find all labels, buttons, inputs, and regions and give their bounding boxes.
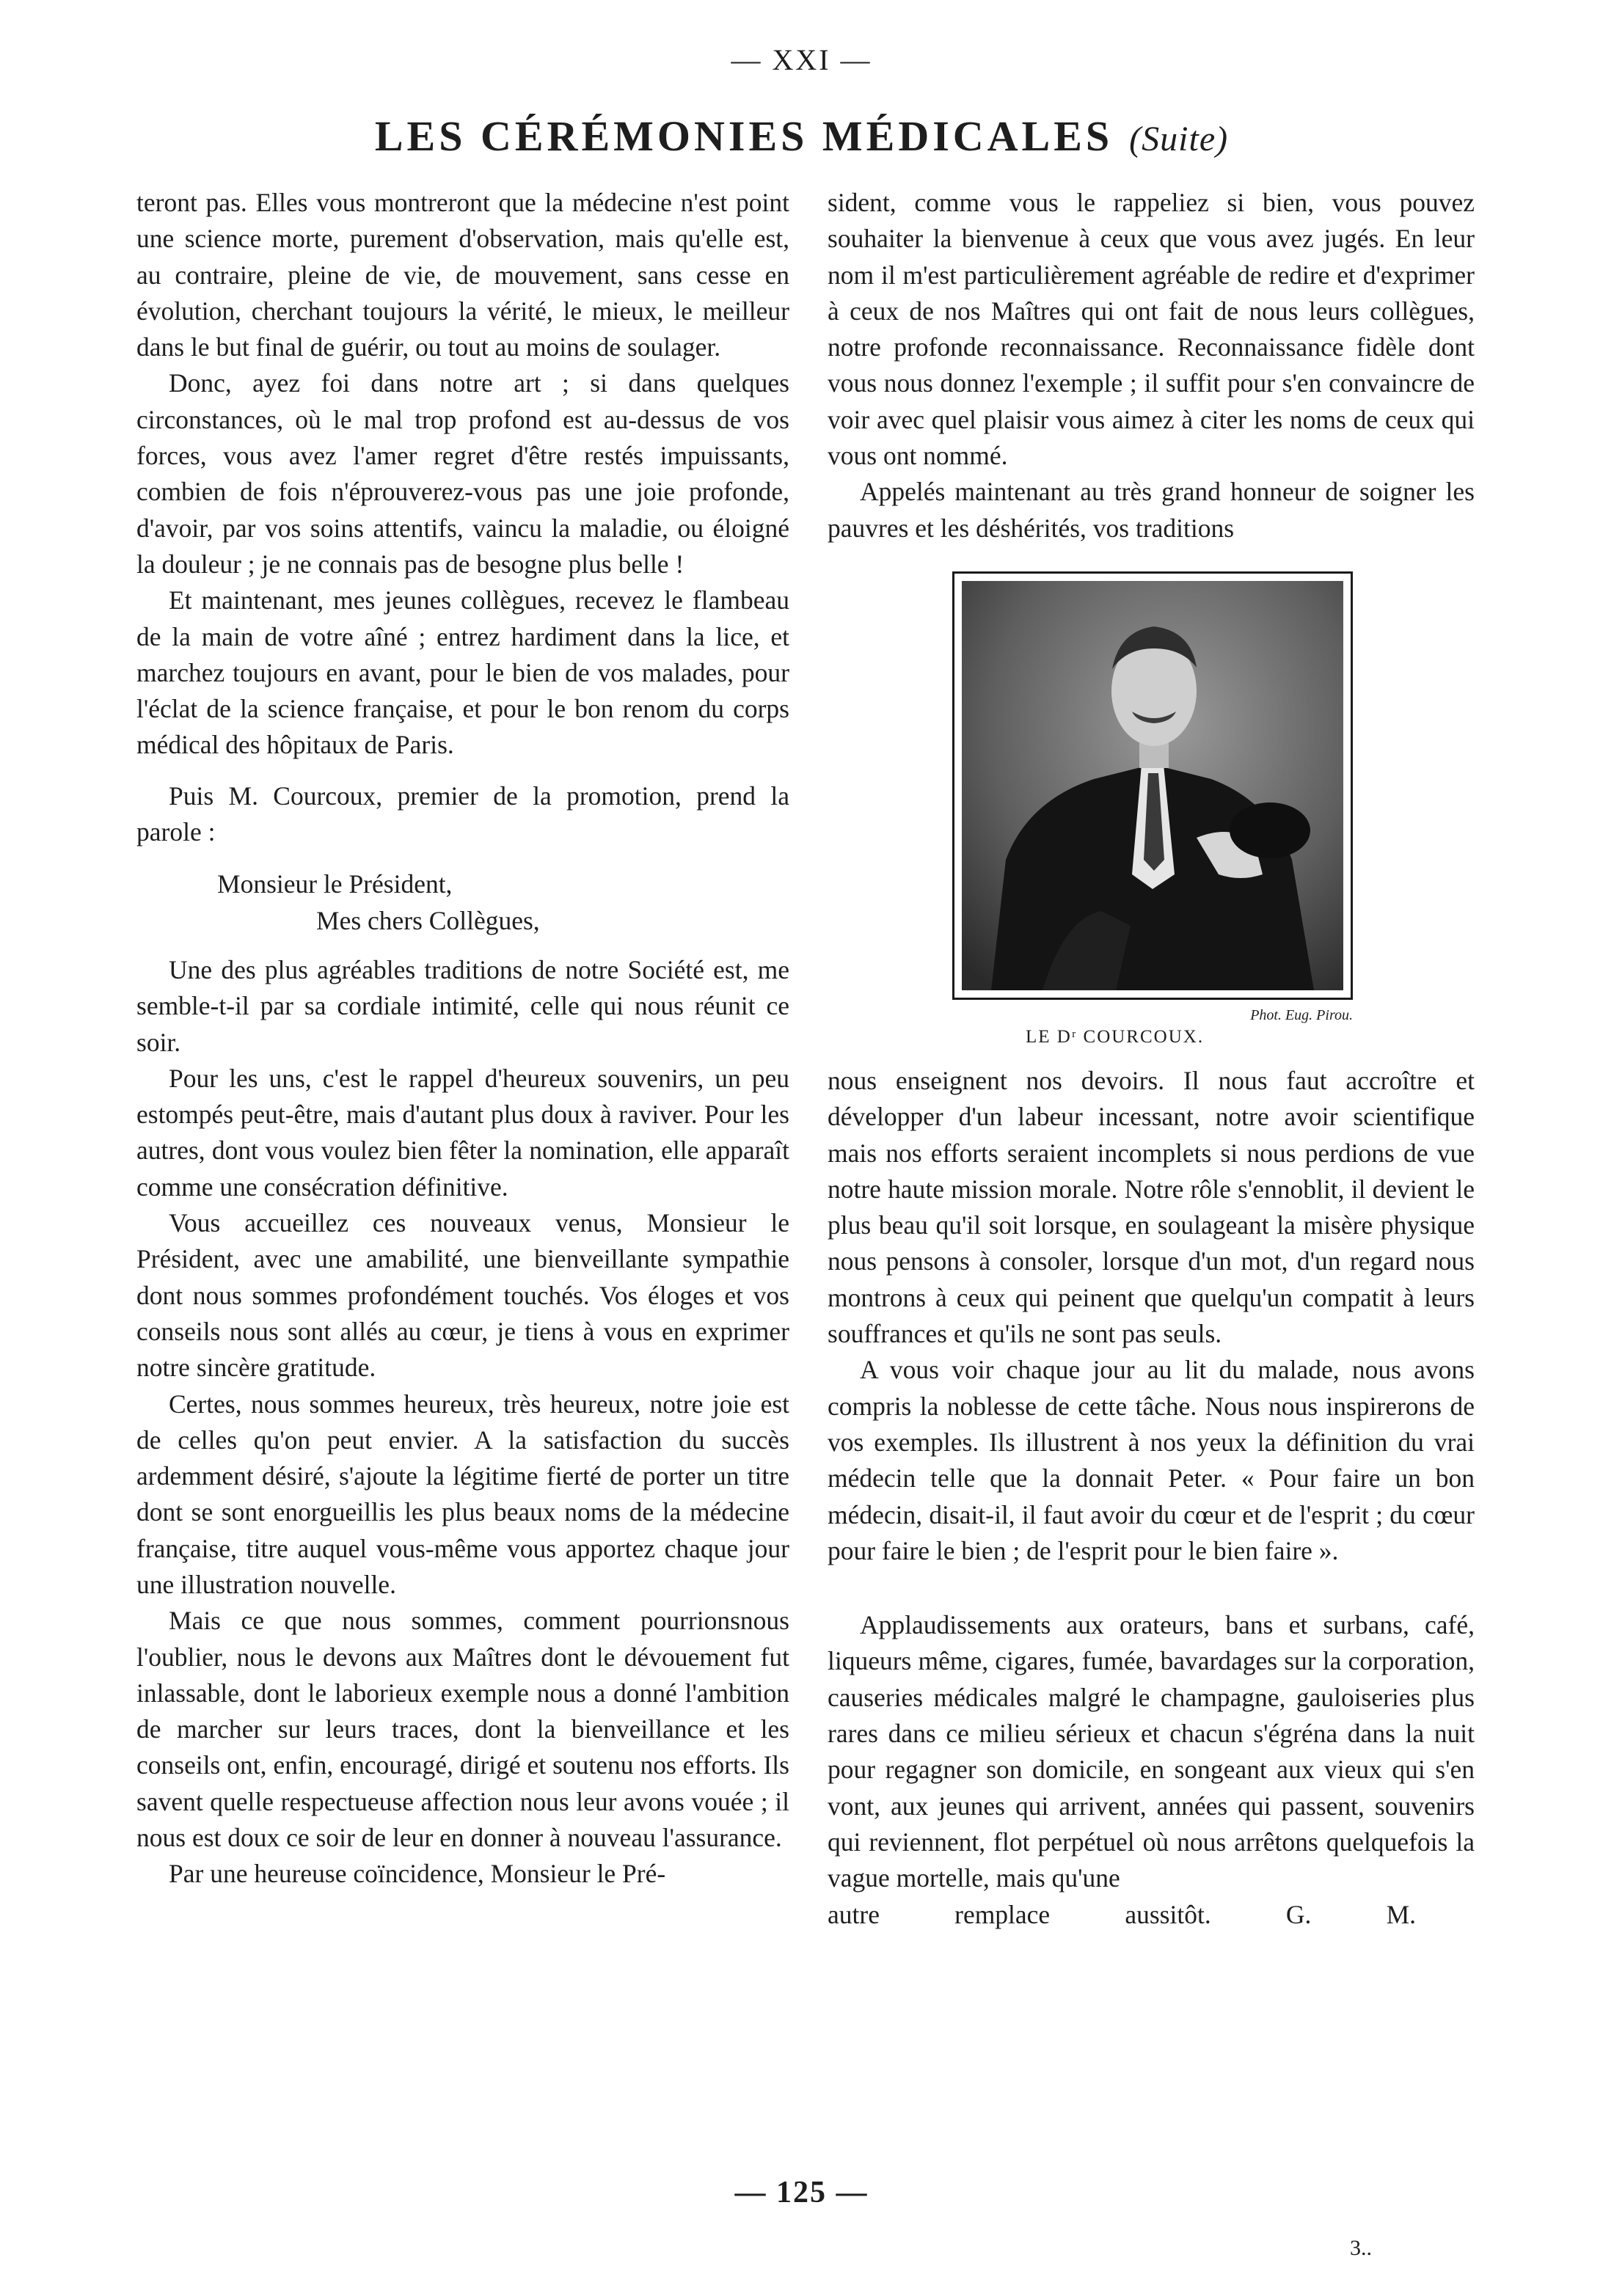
paragraph: Et maintenant, mes jeunes collègues, recevez le flambeau de la main de votre aîné ; entrez hardiment dans la lice, et marchez toujours en avant, pour le bien de vos malades, pour l'éclat de la science française, et pour le bon renom du corps médical des hôpitaux de Paris. <box>136 585 789 760</box>
paragraph: Appelés maintenant au très grand honneur de soigner les pauvres et les déshérités, vos traditions <box>828 477 1475 543</box>
page-number-top: — XXI — <box>731 43 872 76</box>
speech-paragraph: Certes, nous sommes heureux, très heureux, notre joie est de celles qu'on peut envier. A la satisfaction du succès ardemment désiré, s'ajoute la légitime fierté de porter un titre dont se sont enorgueillis les plus beaux noms de la médecine française, titre auquel vous-même vous apportez chaque jour une illustration nouvelle. <box>136 1389 789 1599</box>
paragraph: sident, comme vous le rappeliez si bien, vous pouvez souhaiter la bienvenue à ceux que vous avez jugés. En leur nom il m'est particulièrement agréable de redire et d'exprimer à ceux de nos Maîtres qui ont fait de nous leurs collègues, notre profonde reconnaissance. Reconnaissance fidèle dont vous nous donnez l'exemple ; il suffit pour s'en convaincre de voir avec quel plaisir vous aimez à citer les noms de ceux qui vous ont nommé. <box>828 188 1475 471</box>
paragraph: Puis M. Courcoux, premier de la promotion, prend la parole : <box>136 780 789 847</box>
paragraph: A vous voir chaque jour au lit du malade, nous avons compris la noblesse de cette tâche. Nous nous inspirerons de vos exemples. Ils illustrent à nos yeux la définition du vrai médecin telle que la donnait Peter. « Pour faire un bon médecin, disait-il, il faut avoir du cœur et de l'esprit ; du cœur pour faire le bien ; de l'esprit pour le bien faire ». <box>828 1355 1475 1565</box>
portrait-photo <box>962 581 1343 990</box>
paragraph: Donc, ayez foi dans notre art ; si dans quelques circonstances, où le mal trop profond est au-dessus de vos forces, vous avez l'amer regret d'être restés impuissants, combien de fois n'éprouverez-vous pas une joie profonde, d'avoir, par vos soins attentifs, vaincu la maladie, ou éloigné la douleur ; je ne connais pas de besogne plus belle ! <box>136 368 789 579</box>
closing-paragraph: Applaudissements aux orateurs, bans et surbans, café, liqueurs même, cigares, fumée, bavardages sur la corporation, causeries médicales malgré le champagne, gauloiseries plus rares dans ce milieu sérieux et chacun s'égréna dans la nuit pour regagner son domicile, en songeant aux vieux qui s'en vont, aux jeunes qui arrivent, années qui passent, souvenirs qui reviennent, flot perpétuel où nous arrêtons quelquefois la vague mortelle, mais qu'une <box>828 1610 1475 1893</box>
salutation-president: Monsieur le Président, <box>217 869 453 899</box>
portrait-figure <box>828 571 1475 1050</box>
photo-caption: LE Dʳ COURCOUX. <box>1026 1026 1205 1047</box>
article-subtitle: (Suite) <box>1129 120 1229 158</box>
photo-credit: Phot. Eug. Pirou. <box>1250 1006 1353 1023</box>
article-header <box>0 111 1603 161</box>
speech-paragraph: Pour les uns, c'est le rappel d'heureux souvenirs, un peu estompés peut-être, mais d'autant plus doux à raviver. Pour les autres, dont vous voulez bien fêter la nomination, elle apparaît comme une consécration définitive. <box>136 1063 789 1202</box>
closing-last-line: autre remplace aussitôt. <box>828 1899 1211 1929</box>
right-column <box>828 185 1475 1933</box>
salutation-colleagues: Mes chers Collègues, <box>316 905 540 935</box>
signature: G. M. <box>1285 1899 1417 1929</box>
portrait-frame <box>952 571 1353 1000</box>
paragraph: nous enseignent nos devoirs. Il nous faut accroître et développer d'un labeur incessant, notre avoir scientifique mais nos efforts seraient incomplets si nous perdions de vue notre haute mission morale. Notre rôle s'ennoblit, il devient le plus beau qu'il soit lorsque, en soulageant la misère physique nous pensons à consoler, lorsque d'un mot, d'un regard nous montrons à ceux qui peinent que quelqu'un compatit à leurs souffrances et qu'ils ne sont pas seuls. <box>828 1065 1475 1349</box>
speech-paragraph: Mais ce que nous sommes, comment pourrionsnous l'oublier, nous le devons aux Maîtres dont le dévouement fut inlassable, dont le laborieux exemple nous a donné l'ambition de marcher sur leurs traces, dont la bienveillance et les conseils ont, enfin, encouragé, dirigé et soutenu nos efforts. Ils savent quelle respectueuse affection nous leur avons vouée ; il nous est doux ce soir de leur en donner à nouveau l'assurance. <box>136 1606 789 1853</box>
page-number-bottom: — 125 — <box>734 2176 869 2209</box>
speech-paragraph: Par une heureuse coïncidence, Monsieur le Pré- <box>169 1859 666 1889</box>
article-title: LES CÉRÉMONIES MÉDICALES <box>374 112 1114 160</box>
speech-paragraph: Une des plus agréables traditions de notre Société est, me semble-t-il par sa cordiale intimité, celle qui nous réunit ce soir. <box>136 954 789 1057</box>
paragraph: teront pas. Elles vous montreront que la médecine n'est point une science morte, purement d'observation, mais qu'elle est, au contraire, pleine de vie, de mouvement, sans cesse en évolution, cherchant toujours la vérité, le mieux, le meilleur dans le but final de guérir, ou tout au moins de soulager. <box>136 188 789 362</box>
sheet-mark: 3.. <box>1350 2236 1372 2260</box>
closing-signature-line <box>828 1897 1475 1933</box>
speech-paragraph: Vous accueillez ces nouveaux venus, Monsieur le Président, avec une amabilité, une bienveillante sympathie dont nous sommes profondément touchés. Vos éloges et vos conseils nous sont allés au cœur, je tiens à vous en exprimer notre sincère gratitude. <box>136 1208 789 1383</box>
left-column <box>136 185 789 1893</box>
